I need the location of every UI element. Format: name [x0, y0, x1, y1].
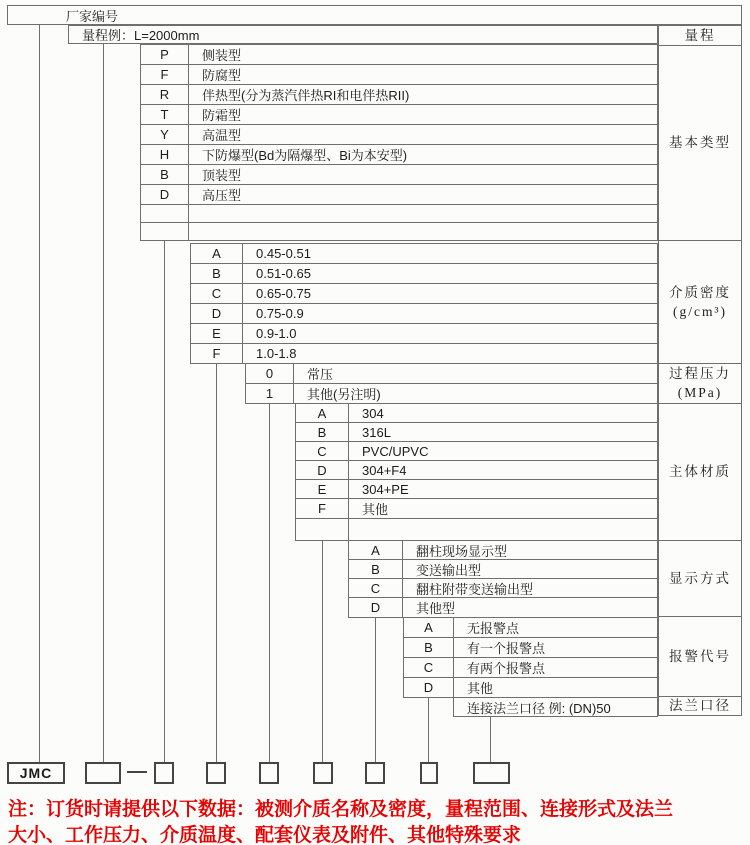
- description-cell: 无报警点: [467, 621, 520, 636]
- code-cell: A: [191, 244, 243, 263]
- label-line: (MPa): [677, 385, 723, 401]
- description-cell: 常压: [307, 367, 334, 382]
- code-cell: D: [296, 461, 349, 479]
- table-row-basic-type: [140, 222, 658, 241]
- description-cell: 翻柱现场显示型: [416, 543, 508, 559]
- table-row-alarm-code: [403, 657, 658, 677]
- range-example-label: 量程例：L=2000mm: [82, 28, 200, 43]
- description-cell: [189, 205, 657, 222]
- description-cell: PVC/UPVC: [362, 443, 429, 459]
- connector-line: [269, 403, 270, 762]
- section-label-flange-size: [659, 696, 741, 715]
- table-row-display-mode: [348, 540, 658, 559]
- label-column-frame: [658, 25, 742, 716]
- table-row-body-material: [295, 518, 658, 541]
- description-cell: 0.9-1.0: [256, 326, 297, 341]
- code-cell: C: [191, 284, 243, 303]
- description-cell: 高压型: [202, 188, 242, 203]
- code-cell: E: [296, 480, 349, 498]
- table-row-basic-type: [140, 164, 658, 184]
- section-label-display-mode: [659, 540, 741, 617]
- table-row-process-pressure: [245, 363, 658, 383]
- connector-line: [164, 240, 165, 762]
- description-cell: [349, 519, 657, 540]
- description-cell: 翻柱附带变送输出型: [416, 581, 534, 597]
- description-cell: 304: [362, 405, 384, 421]
- section-label-body-material: [659, 403, 741, 540]
- model-code-box-7: [420, 762, 438, 784]
- label-line: 法兰口径: [669, 698, 731, 714]
- model-code-box-6: [365, 762, 385, 784]
- table-row-body-material: [295, 422, 658, 441]
- code-cell: D: [141, 185, 189, 204]
- table-row-alarm-code: [403, 637, 658, 657]
- table-row-display-mode: [348, 597, 658, 618]
- table-row-display-mode: [348, 578, 658, 597]
- table-row-alarm-code: [403, 677, 658, 698]
- manufacturer-label: 厂家编号: [66, 8, 119, 24]
- code-cell: [141, 205, 189, 222]
- label-line: 过程压力: [669, 365, 731, 381]
- description-cell: 防霜型: [202, 108, 242, 123]
- model-code-box-8: [473, 762, 510, 784]
- description-cell: 变送输出型: [416, 562, 482, 578]
- table-row-basic-type: [140, 204, 658, 222]
- model-prefix-box: JMC: [7, 762, 65, 784]
- code-cell: T: [141, 105, 189, 124]
- label-line: 主体材质: [669, 463, 731, 479]
- label-line: 介质密度: [669, 284, 731, 300]
- table-row-display-mode: [348, 559, 658, 578]
- table-row-body-material: [295, 441, 658, 460]
- code-cell: C: [404, 658, 454, 677]
- code-cell: E: [191, 324, 243, 343]
- section-label-medium-density: [659, 240, 741, 363]
- code-cell: F: [141, 65, 189, 84]
- description-cell: 0.45-0.51: [256, 246, 311, 261]
- code-cell: A: [296, 404, 349, 422]
- code-cell: A: [404, 618, 454, 637]
- model-code-box-5: [313, 762, 333, 784]
- table-row-medium-density: [190, 283, 658, 303]
- code-cell: 0: [246, 364, 294, 383]
- table-row-body-material: [295, 498, 658, 518]
- dash-separator: [127, 771, 147, 773]
- model-code-box-2: [154, 762, 174, 784]
- table-row-medium-density: [190, 263, 658, 283]
- label-line: 量程: [684, 27, 716, 43]
- model-code-box-1: [85, 762, 121, 784]
- description-cell: 连接法兰口径 例: (DN)50: [467, 700, 611, 716]
- code-cell: B: [191, 264, 243, 283]
- code-cell: C: [349, 579, 403, 597]
- table-row-body-material: [295, 479, 658, 498]
- code-cell: [141, 223, 189, 240]
- connector-line: [39, 25, 40, 762]
- description-cell: 侧装型: [202, 48, 242, 63]
- connector-line: [428, 697, 429, 762]
- code-cell: D: [191, 304, 243, 323]
- connector-line: [375, 617, 376, 762]
- code-cell: P: [141, 45, 189, 64]
- code-cell: Y: [141, 125, 189, 144]
- code-cell: 1: [246, 384, 294, 403]
- label-line: 报警代号: [669, 648, 731, 664]
- table-row-basic-type: [140, 64, 658, 84]
- table-row-basic-type: [140, 124, 658, 144]
- code-cell: C: [296, 442, 349, 460]
- description-cell: 其他: [467, 681, 494, 696]
- description-cell: 伴热型(分为蒸汽伴热RI和电伴热RII): [202, 88, 410, 103]
- description-cell: 顶装型: [202, 168, 242, 183]
- range-row: [68, 25, 658, 44]
- description-cell: 有一个报警点: [467, 641, 546, 656]
- code-cell: F: [296, 499, 349, 518]
- code-cell: D: [349, 598, 403, 617]
- description-cell: 防腐型: [202, 68, 242, 83]
- table-row-body-material: [295, 403, 658, 422]
- code-cell: H: [141, 145, 189, 164]
- section-label-process-pressure: [659, 363, 741, 403]
- section-label-range: [659, 26, 741, 45]
- description-cell: 304+F4: [362, 462, 407, 478]
- table-row-medium-density: [190, 343, 658, 364]
- model-code-box-3: [206, 762, 226, 784]
- code-cell: [296, 519, 349, 540]
- code-cell: A: [349, 541, 403, 559]
- section-label-basic-type: [659, 45, 741, 240]
- description-cell: 其他(另注明): [307, 387, 381, 402]
- table-row-flange-size: [453, 697, 658, 717]
- description-cell: 高温型: [202, 128, 242, 143]
- order-note-line2: 大小、工作压力、介质温度、配套仪表及附件、其他特殊要求: [8, 825, 522, 845]
- description-cell: 0.65-0.75: [256, 286, 311, 301]
- table-row-basic-type: [140, 84, 658, 104]
- connector-line: [322, 540, 323, 762]
- label-line: 显示方式: [669, 570, 731, 586]
- table-row-alarm-code: [403, 617, 658, 637]
- table-row-medium-density: [190, 243, 658, 263]
- description-cell: 其他: [362, 502, 389, 517]
- table-row-basic-type: [140, 144, 658, 164]
- connector-line: [216, 363, 217, 762]
- description-cell: [189, 223, 657, 240]
- description-cell: 0.51-0.65: [256, 266, 311, 281]
- label-line: (g/cm³): [672, 304, 728, 320]
- code-cell: D: [404, 678, 454, 697]
- code-cell: B: [404, 638, 454, 657]
- code-cell: F: [191, 344, 243, 363]
- connector-line: [490, 716, 491, 762]
- code-cell: B: [349, 560, 403, 578]
- description-cell: 有两个报警点: [467, 661, 546, 676]
- table-row-basic-type: [140, 44, 658, 64]
- code-cell: R: [141, 85, 189, 104]
- label-line: 基本类型: [669, 135, 731, 151]
- description-cell: 316L: [362, 424, 391, 440]
- code-cell: B: [296, 423, 349, 441]
- table-row-medium-density: [190, 323, 658, 343]
- model-code-box-4: [259, 762, 279, 784]
- table-row-body-material: [295, 460, 658, 479]
- section-label-alarm-code: [659, 616, 741, 696]
- table-row-medium-density: [190, 303, 658, 323]
- table-row-basic-type: [140, 184, 658, 204]
- table-row-process-pressure: [245, 383, 658, 404]
- order-note: [8, 797, 748, 845]
- description-cell: 1.0-1.8: [256, 346, 297, 361]
- code-cell: B: [141, 165, 189, 184]
- description-cell: 304+PE: [362, 481, 409, 497]
- description-cell: 0.75-0.9: [256, 306, 304, 321]
- order-note-line1: 注：订货时请提供以下数据：被测介质名称及密度，量程范围、连接形式及法兰: [8, 799, 674, 820]
- manufacturer-box: [7, 5, 742, 25]
- description-cell: 其他型: [416, 601, 456, 616]
- table-row-basic-type: [140, 104, 658, 124]
- connector-line: [103, 44, 104, 762]
- description-cell: 下防爆型(Bd为隔爆型、Bi为本安型): [202, 148, 408, 163]
